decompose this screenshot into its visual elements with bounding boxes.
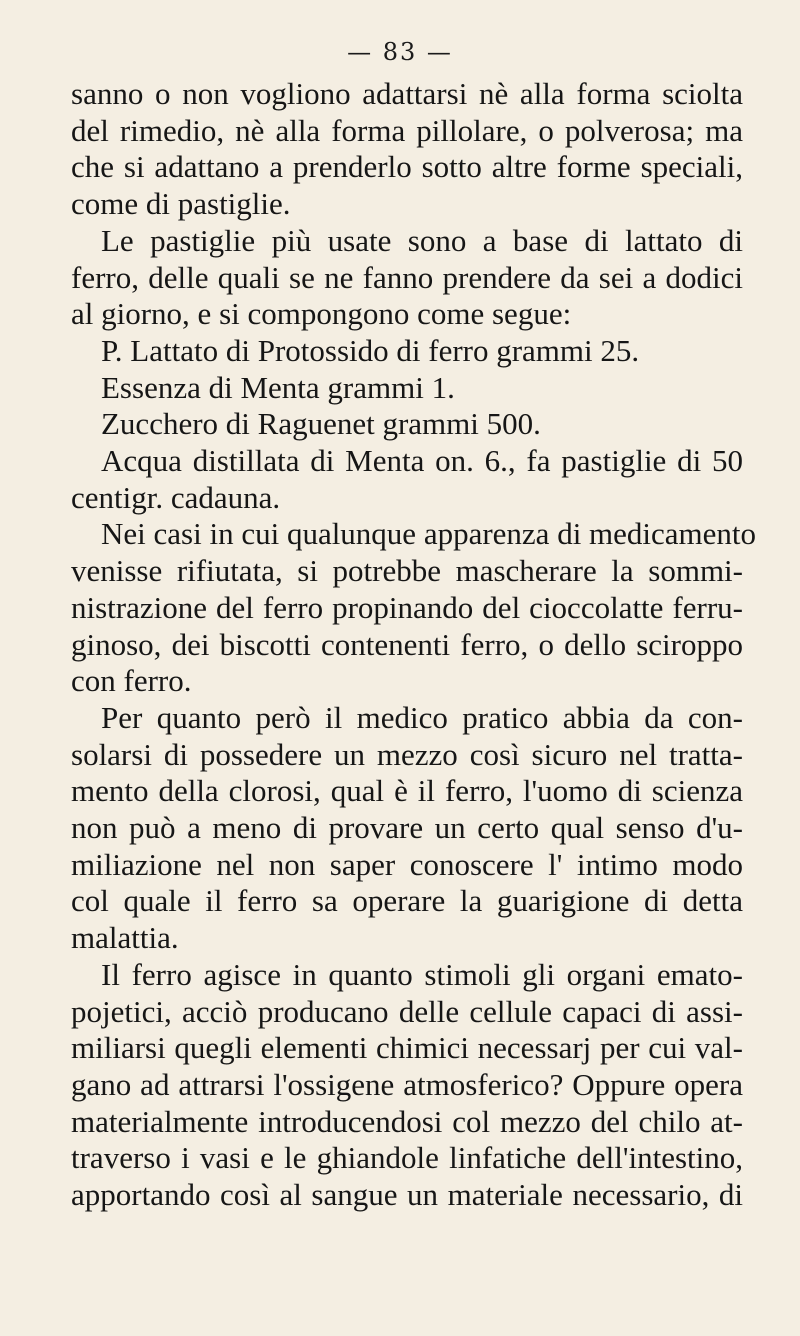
text-line: Il ferro agisce in quanto stimoli gli organi emato- — [101, 956, 743, 992]
text-line: col quale il ferro sa operare la guarigione di detta — [71, 883, 743, 919]
text-line: P. Lattato di Protossido di ferro grammi 25. — [101, 332, 640, 368]
text-line: centigr. cadauna. — [71, 479, 281, 515]
text-line: al giorno, e si compongono come segue: — [71, 296, 572, 332]
text-line: come di pastiglie. — [71, 186, 291, 222]
text-line: mento della clorosi, qual è il ferro, l'uomo di scienza — [71, 773, 743, 809]
text-line: apportando così al sangue un materiale necessario, di — [71, 1177, 743, 1213]
text-line: ginoso, dei biscotti contenenti ferro, o dello sciroppo — [71, 626, 743, 662]
text-line: del rimedio, nè alla forma pillolare, o polverosa; ma — [71, 112, 743, 148]
text-line: Zucchero di Raguenet grammi 500. — [101, 406, 541, 442]
text-line: Per quanto però il medico pratico abbia da con- — [101, 699, 743, 735]
text-line: venisse rifiutata, si potrebbe mascherare la sommi- — [71, 553, 743, 589]
page-number: — 83 — — [347, 38, 453, 66]
text-line: sanno o non vogliono adattarsi nè alla forma sciolta — [71, 76, 743, 111]
text-line: che si adattano a prenderlo sotto altre forme speciali, — [71, 149, 743, 185]
body-text — [71, 76, 757, 1214]
text-line: ferro, delle quali se ne fanno prendere da sei a dodici — [71, 259, 743, 295]
text-line: Essenza di Menta grammi 1. — [101, 369, 455, 405]
text-line: Acqua distillata di Menta on. 6., fa pastiglie di 50 — [101, 443, 743, 479]
text-line: miliarsi quegli elementi chimici necessarj per cui val- — [71, 1030, 743, 1066]
text-line: malattia. — [71, 920, 179, 956]
text-line: traverso i vasi e le ghiandole linfatiche dell'intestino, — [71, 1140, 743, 1176]
text-line: solarsi di possedere un mezzo così sicuro nel tratta- — [71, 736, 743, 772]
text-line: Nei casi in cui qualunque apparenza di medicamento — [101, 516, 757, 552]
text-line: pojetici, acciò producano delle cellule capaci di assi- — [71, 993, 743, 1029]
text-line: miliazione nel non saper conoscere l' intimo modo — [71, 846, 743, 882]
text-line: nistrazione del ferro propinando del cioccolatte ferru- — [71, 589, 743, 625]
text-line: materialmente introducendosi col mezzo del chilo at- — [71, 1103, 743, 1139]
text-line: Le pastiglie più usate sono a base di lattato di — [101, 222, 743, 258]
text-line: non può a meno di provare un certo qual senso d'u- — [71, 810, 743, 846]
text-line: gano ad attrarsi l'ossigene atmosferico? Oppure opera — [71, 1066, 743, 1102]
text-line: con ferro. — [71, 663, 192, 699]
